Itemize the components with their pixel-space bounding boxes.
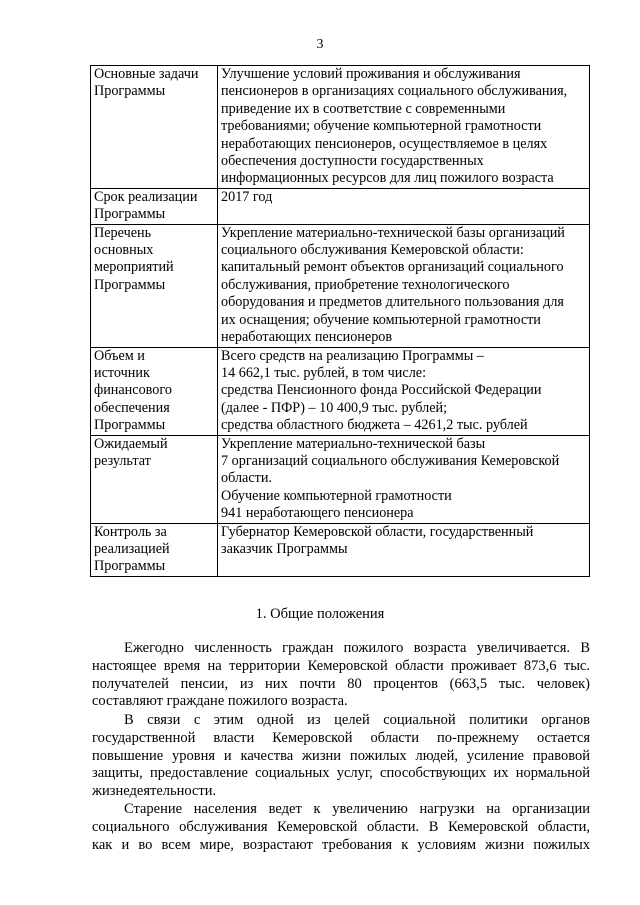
content-line: оборудования и предметов длительного пользования для — [221, 294, 564, 311]
row-label-cell — [91, 188, 218, 224]
content-line: Обучение компьютерной грамотности — [221, 487, 452, 504]
paragraph-line: настоящее время на территории Кемеровской области проживает 873,6 тыс. — [92, 657, 590, 674]
content-line: пенсионеров в организациях социального обслуживания, — [221, 83, 568, 100]
table-row — [91, 523, 590, 576]
paragraph-2 — [92, 712, 590, 801]
paragraph-line: государственной власти Кемеровской области по-прежнему остается — [92, 729, 590, 746]
table-row — [91, 435, 590, 523]
paragraph-line: Старение населения ведет к увеличению нагрузки на организации — [124, 801, 590, 817]
label-line: Срок реализации — [94, 188, 198, 205]
paragraph-line: как и во всем мире, возрастают требования к условиям жизни пожилых — [92, 836, 590, 853]
content-line: 941 неработающего пенсионера — [221, 505, 414, 522]
table-row — [91, 224, 590, 347]
paragraph-line: социального обслуживания Кемеровской области. В Кемеровской области, — [92, 818, 590, 835]
label-line: Программы — [94, 276, 166, 293]
row-label-cell — [91, 523, 218, 576]
label-line: Программы — [94, 558, 166, 575]
program-passport-table — [90, 65, 590, 577]
content-line: Улучшение условий проживания и обслуживания — [221, 66, 521, 82]
label-line: реализацией — [94, 540, 170, 557]
row-content-cell — [218, 523, 590, 576]
content-line: 7 организаций социального обслуживания Кемеровской — [221, 452, 560, 469]
label-line: Основные задачи — [94, 66, 199, 82]
page-number: 3 — [316, 37, 324, 52]
label-line: источник — [94, 364, 150, 381]
row-label-cell — [91, 435, 218, 523]
paragraph-line: получателей пенсии, из них почти 80 процентов (663,5 тыс. человек) — [92, 675, 590, 692]
content-line: средства Пенсионного фонда Российской Федерации — [221, 382, 542, 399]
content-line: Губернатор Кемеровской области, государственный — [221, 523, 534, 540]
label-line: результат — [94, 452, 151, 469]
label-line: основных — [94, 242, 154, 259]
content-line: Всего средств на реализацию Программы – — [221, 347, 484, 364]
content-line: требованиями; обучение компьютерной грамотности — [221, 118, 542, 135]
paragraph-1 — [92, 640, 590, 711]
row-content-cell — [218, 66, 590, 189]
content-line: (далее - ПФР) – 10 400,9 тыс. рублей; — [221, 399, 448, 416]
label-line: Программы — [94, 83, 166, 100]
content-line: Укрепление материально-технической базы — [221, 435, 486, 452]
paragraph-3 — [92, 801, 590, 854]
content-line: средства областного бюджета – 4261,2 тыс. рублей — [221, 417, 528, 434]
content-line: обслуживания, приобретение технологического — [221, 276, 510, 293]
label-line: Ожидаемый — [94, 435, 168, 452]
content-line: области. — [221, 470, 272, 487]
label-line: Контроль за — [94, 523, 167, 540]
content-line: капитальный ремонт объектов организаций социального — [221, 259, 564, 276]
label-line: Программы — [94, 417, 166, 434]
content-line: приведение их в соответствие с современными — [221, 100, 506, 117]
row-label-cell — [91, 224, 218, 347]
content-line: неработающих пенсионеров — [221, 329, 393, 346]
content-line: 14 662,1 тыс. рублей, в том числе: — [221, 364, 427, 381]
label-line: Программы — [94, 206, 166, 223]
label-line: Перечень — [94, 224, 152, 241]
row-content-cell — [218, 188, 590, 224]
content-line: Укрепление материально-технической базы организаций — [221, 224, 565, 241]
row-content-cell — [218, 347, 590, 435]
table-row — [91, 188, 590, 224]
table-row — [91, 66, 590, 189]
row-content-cell — [218, 435, 590, 523]
row-label-cell — [91, 347, 218, 435]
content-line: их оснащения; обучение компьютерной грамотности — [221, 311, 541, 328]
paragraph-line: жизнедеятельности. — [92, 783, 217, 800]
content-line: социального обслуживания Кемеровской области: — [221, 242, 524, 259]
label-line: мероприятий — [94, 259, 174, 276]
row-label-cell — [91, 66, 218, 189]
row-content-cell — [218, 224, 590, 347]
paragraph-line: защиты, предоставление социальных услуг, способствующих их нормальной — [92, 765, 590, 782]
content-line: 2017 год — [221, 188, 273, 205]
paragraph-line: В связи с этим одной из целей социальной политики органов — [124, 712, 590, 728]
content-line: информационных ресурсов для лиц пожилого возраста — [221, 170, 554, 187]
paragraph-line: Ежегодно численность граждан пожилого возраста увеличивается. В — [124, 640, 590, 656]
content-line: обеспечения доступности государственных — [221, 153, 484, 170]
label-line: Объем и — [94, 347, 145, 364]
paragraph-line: составляют граждане пожилого возраста. — [92, 693, 348, 710]
paragraph-line: повышение уровня и качества жизни пожилых людей, усиление правовой — [92, 747, 590, 764]
section-heading: 1. Общие положения — [255, 606, 385, 622]
content-line: неработающих пенсионеров, осуществляемое в целях — [221, 135, 548, 152]
table-row — [91, 347, 590, 435]
label-line: финансового — [94, 382, 172, 399]
content-line: заказчик Программы — [221, 540, 348, 557]
label-line: обеспечения — [94, 399, 170, 416]
